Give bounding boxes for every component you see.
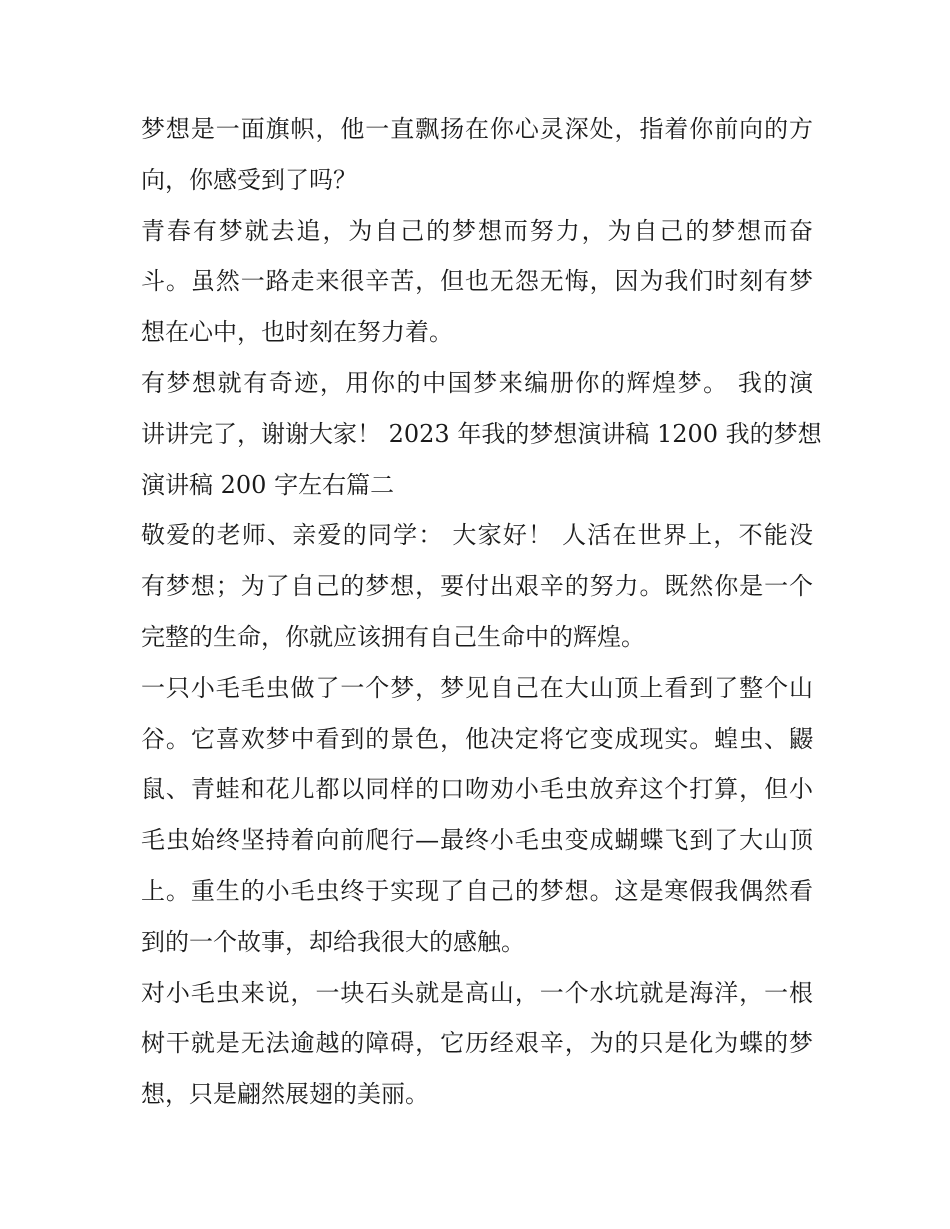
paragraph-3 xyxy=(141,358,822,510)
text-line: 毛虫始终坚持着向前爬行—最终小毛虫变成蝴蝶飞到了大山顶 xyxy=(141,826,813,855)
text-line: 讲讲完了，谢谢大家！ 2023 年我的梦想演讲稿 1200 我的梦想 xyxy=(141,419,822,448)
text-line: 想在心中，也时刻在努力着。 xyxy=(141,318,453,347)
text-line: 向，你感受到了吗？ xyxy=(141,165,357,194)
document-body xyxy=(141,104,822,1120)
text-line: 谷。它喜欢梦中看到的景色，他决定将它变成现实。蝗虫、鼹 xyxy=(141,724,813,753)
text-line: 青春有梦就去追，为自己的梦想而努力，为自己的梦想而奋 xyxy=(141,216,813,245)
text-line: 想，只是翩然展翅的美丽。 xyxy=(141,1080,429,1109)
text-line: 斗。虽然一路走来很辛苦，但也无怨无悔，因为我们时刻有梦 xyxy=(141,267,813,296)
paragraph-5 xyxy=(141,663,813,968)
paragraph-6 xyxy=(141,968,813,1120)
paragraph-4 xyxy=(141,510,813,662)
text-line: 一只小毛毛虫做了一个梦，梦见自己在大山顶上看到了整个山 xyxy=(141,673,813,702)
text-line: 完整的生命，你就应该拥有自己生命中的辉煌。 xyxy=(141,622,645,651)
text-line: 树干就是无法逾越的障碍，它历经艰辛，为的只是化为蝶的梦 xyxy=(141,1029,813,1058)
paragraph-1 xyxy=(141,104,813,206)
text-line: 有梦想就有奇迹，用你的中国梦来编册你的辉煌梦。 我的演 xyxy=(141,368,813,397)
paragraph-2 xyxy=(141,206,813,358)
text-line: 有梦想；为了自己的梦想，要付出艰辛的努力。既然你是一个 xyxy=(141,572,813,601)
text-line: 梦想是一面旗帜，他一直飘扬在你心灵深处，指着你前向的方 xyxy=(141,115,813,143)
text-line: 上。重生的小毛虫终于实现了自己的梦想。这是寒假我偶然看 xyxy=(141,876,813,905)
text-line: 敬爱的老师、亲爱的同学： 大家好！ 人活在世界上，不能没 xyxy=(141,521,813,550)
text-line: 对小毛虫来说，一块石头就是高山，一个水坑就是海洋，一根 xyxy=(141,978,813,1007)
text-line: 演讲稿 200 字左右篇二 xyxy=(141,470,395,499)
text-line: 到的一个故事，却给我很大的感触。 xyxy=(141,927,525,956)
text-line: 鼠、青蛙和花儿都以同样的口吻劝小毛虫放弃这个打算，但小 xyxy=(141,775,813,804)
